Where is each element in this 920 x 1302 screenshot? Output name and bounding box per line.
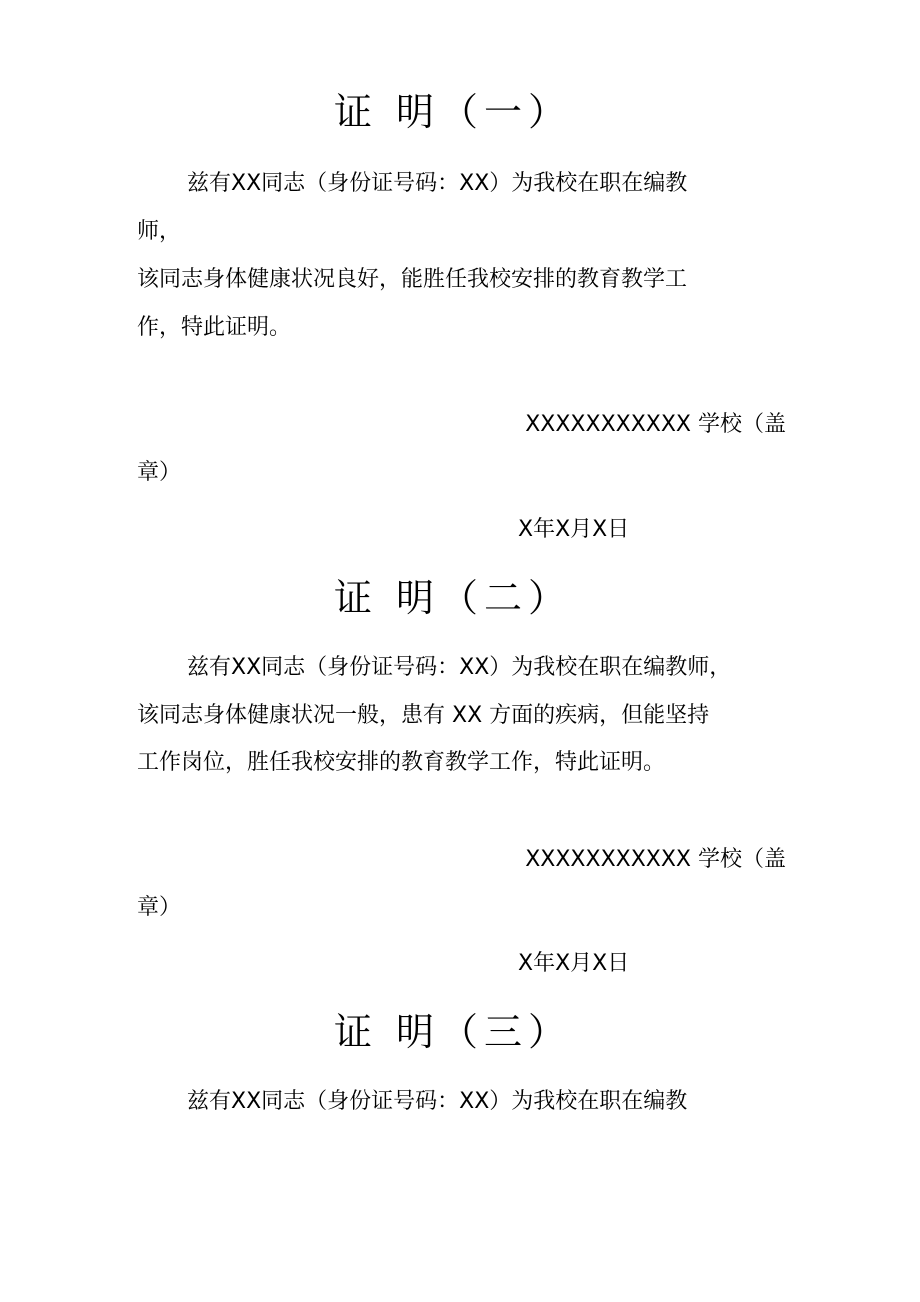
- cert1-title: 证 明（一）: [333, 90, 573, 134]
- cert1-body-line-3: 该同志身体健康状况良好，能胜任我校安排的教育教学工: [137, 267, 688, 292]
- cert2-body-line-3: 工作岗位，胜任我校安排的教育教学工作，特此证明。: [137, 750, 666, 775]
- cert2-date: X年X月X日: [518, 951, 630, 976]
- cert1-seal-line: XXXXXXXXXXX 学校（盖: [525, 412, 786, 437]
- cert2-body-line-1: 兹有XX同志（身份证号码：XX）为我校在职在编教师，: [187, 655, 732, 680]
- cert1-seal-tail: 章）: [137, 460, 182, 485]
- cert3-body-line-1: 兹有XX同志（身份证号码：XX）为我校在职在编教: [187, 1089, 688, 1114]
- cert1-body-line-2: 师，: [137, 219, 182, 244]
- cert2-seal-line: XXXXXXXXXXX 学校（盖: [525, 847, 786, 872]
- cert2-body-line-2: 该同志身体健康状况一般，患有 XX 方面的疾病，但能坚持: [137, 703, 710, 728]
- cert3-title: 证 明（三）: [333, 1010, 573, 1054]
- cert1-body-line-4: 作，特此证明。: [137, 315, 292, 340]
- cert1-body-line-1: 兹有XX同志（身份证号码：XX）为我校在职在编教: [187, 171, 688, 196]
- cert2-title: 证 明（二）: [333, 576, 573, 620]
- cert2-seal-tail: 章）: [137, 895, 182, 920]
- cert1-date: X年X月X日: [518, 517, 630, 542]
